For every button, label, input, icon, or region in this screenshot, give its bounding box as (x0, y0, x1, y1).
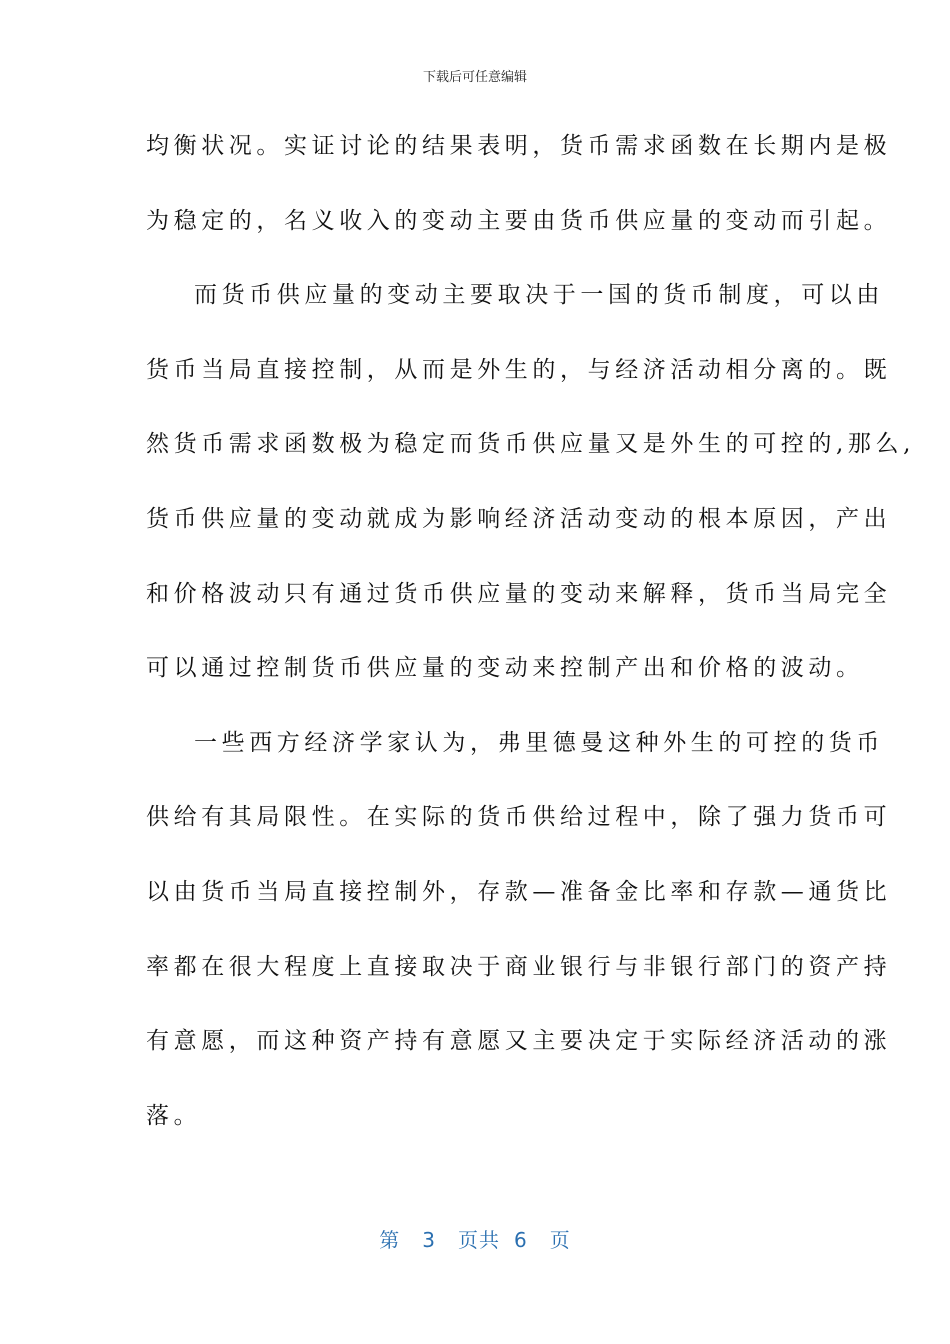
text-line: 货币供应量的变动就成为影响经济活动变动的根本原因，产出 (146, 505, 892, 532)
footer-prefix: 第 (379, 1228, 401, 1252)
text-line: 为稳定的，名义收入的变动主要由货币供应量的变动而引起。 (146, 207, 892, 234)
text-line: 以由货币当局直接控制外，存款—准备金比率和存款—通货比 (146, 878, 892, 905)
text-line: 有意愿，而这种资产持有意愿又主要决定于实际经济活动的涨 (146, 1028, 892, 1055)
header-note: 下载后可任意编辑 (422, 70, 527, 85)
text-line: 均衡状况。实证讨论的结果表明，货币需求函数在长期内是极 (146, 133, 892, 159)
current-page-number: 3 (422, 1228, 436, 1252)
text-line: 率都在很大程度上直接取决于商业银行与非银行部门的资产持 (146, 953, 892, 980)
paragraph-start-line: 而货币供应量的变动主要取决于一国的货币制度，可以由 (194, 282, 884, 309)
footer-suffix: 页 (549, 1228, 571, 1252)
total-page-number: 6 (514, 1228, 528, 1252)
text-line: 和价格波动只有通过货币供应量的变动来解释，货币当局完全 (146, 580, 892, 607)
text-line: 然货币需求函数极为稳定而货币供应量又是外生的可控的,那么, (146, 431, 916, 458)
text-line: 供给有其局限性。在实际的货币供给过程中，除了强力货币可 (146, 804, 892, 831)
text-line: 可以通过控制货币供应量的变动来控制产出和价格的波动。 (146, 655, 864, 682)
page-footer (0, 1224, 950, 1253)
text-line: 落。 (146, 1102, 202, 1129)
document-body (146, 121, 916, 1165)
paragraph-start-line: 一些西方经济学家认为，弗里德曼这种外生的可控的货币 (194, 729, 884, 756)
footer-mid: 页共 (458, 1228, 500, 1252)
text-line: 货币当局直接控制，从而是外生的，与经济活动相分离的。既 (146, 356, 892, 383)
